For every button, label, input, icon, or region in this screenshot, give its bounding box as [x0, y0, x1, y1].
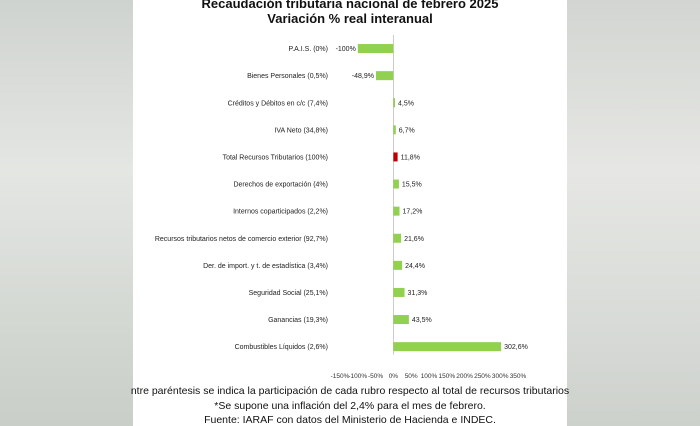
bar [393, 98, 395, 107]
bar [393, 288, 404, 297]
bar [393, 125, 395, 134]
x-tick-label: -50% [368, 373, 384, 380]
footnote-participation: ntre paréntesis se indica la participación de cada rubro respecto al total de recursos tributarios [130, 385, 570, 397]
value-label: -48,9% [351, 73, 374, 81]
category-label: Seguridad Social (25,1%) [248, 289, 328, 297]
category-label: Total Recursos Tributarios (100%) [222, 154, 328, 162]
bar [393, 261, 402, 270]
x-tick-label: 50% [404, 373, 418, 380]
value-label: 17,2% [402, 208, 423, 216]
chart-title: Recaudación tributaria nacional de febrero 2025 [201, 0, 499, 11]
bar [376, 71, 393, 80]
value-label: 11,8% [400, 154, 420, 162]
value-label: 15,5% [401, 181, 422, 189]
x-tick-label: 300% [491, 373, 509, 380]
value-label: 24,4% [405, 262, 425, 270]
category-label: Bienes Personales (0,5%) [247, 73, 328, 81]
x-tick-label: 100% [420, 373, 438, 380]
value-label: 4,5% [398, 100, 414, 108]
category-label: Recursos tributarios netos de comercio exterior (92,7%) [154, 235, 328, 243]
bar [393, 207, 399, 216]
x-tick-label: 350% [509, 373, 527, 380]
category-label: Créditos y Débitos en c/c (7,4%) [227, 100, 328, 108]
bar [358, 44, 394, 53]
bar [393, 152, 397, 161]
value-label: 302,6% [504, 344, 528, 352]
bar [393, 342, 501, 351]
value-label: 43,5% [411, 317, 432, 325]
value-label: 21,6% [404, 235, 424, 243]
x-tick-label: -100% [348, 373, 368, 380]
x-tick-label: 250% [474, 373, 491, 380]
category-label: Der. de import. y t. de estadística (3,4%) [203, 262, 328, 270]
category-label: P.A.I.S. (0%) [288, 46, 328, 54]
category-label: Combustibles Líquidos (2,6%) [234, 344, 328, 352]
category-label: IVA Neto (34,8%) [274, 127, 328, 135]
footnote-inflation: *Se supone una inflación del 2,4% para el mes de febrero. [214, 400, 486, 412]
value-label: 31,3% [407, 289, 428, 297]
footnote-source: Fuente: IARAF con datos del Ministerio de Hacienda e INDEC. [204, 414, 496, 426]
x-tick-label: 150% [438, 373, 456, 380]
bar [393, 315, 408, 324]
value-label: 6,7% [398, 127, 415, 135]
x-tick-label: 0% [388, 373, 399, 380]
x-tick-label: 200% [456, 373, 473, 380]
value-label: -100% [335, 46, 356, 54]
category-label: Derechos de exportación (4%) [233, 181, 328, 189]
bar [393, 180, 399, 189]
x-tick-label: -150% [330, 373, 350, 380]
chart-subtitle: Variación % real interanual [267, 11, 433, 26]
bar [393, 234, 401, 243]
category-label: Ganancias (19,3%) [268, 317, 328, 325]
category-label: Internos coparticipados (2,2%) [233, 208, 328, 216]
